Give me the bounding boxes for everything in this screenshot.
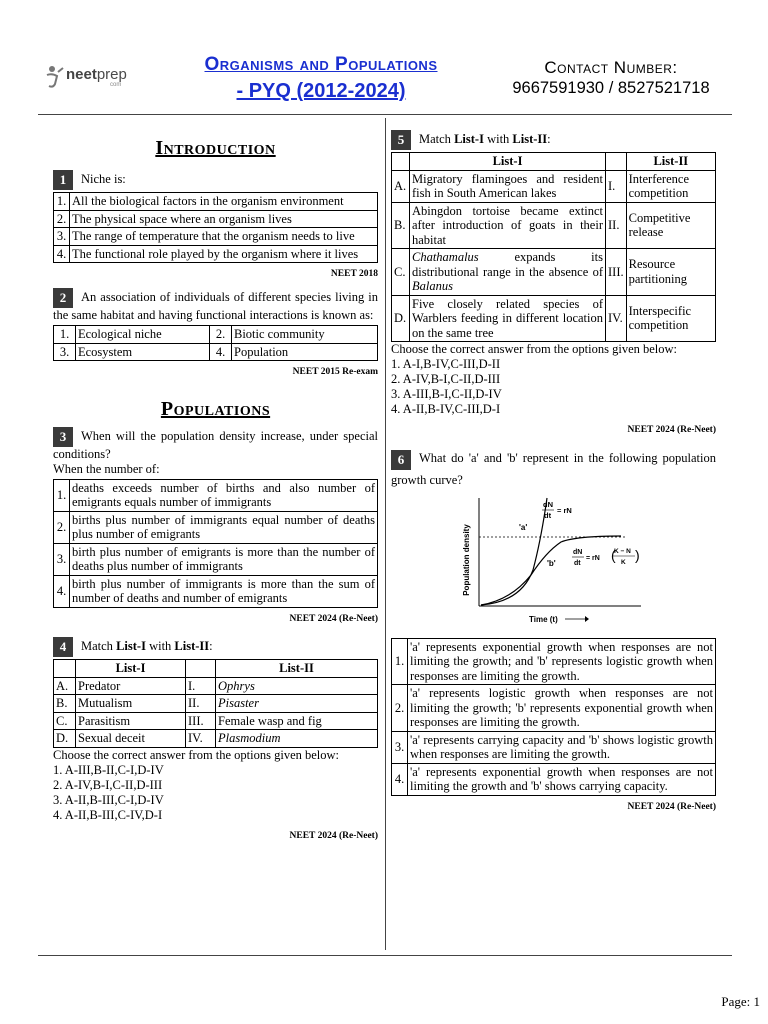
row-letter: C. xyxy=(392,249,410,296)
match-table xyxy=(53,659,378,748)
question-text-mid: with xyxy=(483,131,513,146)
question-source: NEET 2024 (Re-Neet) xyxy=(289,830,378,841)
match-table xyxy=(391,152,716,342)
choose-instruction: Choose the correct answer from the options given below: xyxy=(391,342,678,356)
list-2-item: Resource partitioning xyxy=(626,249,715,296)
match-row xyxy=(54,695,378,713)
question-text: Niche is: xyxy=(81,171,126,186)
column-header-list-2: List-II xyxy=(626,153,715,171)
equation-b-right-paren: ) xyxy=(635,546,640,563)
header-blank xyxy=(54,660,76,678)
option-text: The range of temperature that the organism needs to live xyxy=(70,228,378,246)
equation-b-denominator: dt xyxy=(574,559,581,567)
answer-option: 3. A-III,B-I,C-II,D-IV xyxy=(391,387,502,401)
list-1-item: Sexual deceit xyxy=(76,730,186,748)
row-numeral: II. xyxy=(186,695,216,713)
list-1-item-text: expands its distributional range in the absence of xyxy=(412,250,603,279)
option-number: 2. xyxy=(392,685,408,732)
question-source: NEET 2024 (Re-Neet) xyxy=(627,425,716,435)
question-text: What do 'a' and 'b' represent in the following population growth curve? xyxy=(391,451,716,487)
list-1-item xyxy=(410,249,606,296)
option-number: 2. xyxy=(210,326,232,344)
option-number: 3. xyxy=(392,731,408,763)
option-number: 1. xyxy=(392,638,408,685)
answer-option: 2. A-IV,B-I,C-II,D-III xyxy=(391,372,501,386)
list-2-item: Female wasp and fig xyxy=(216,712,378,730)
question-source: NEET 2024 (Re-Neet) xyxy=(627,801,716,812)
row-letter: B. xyxy=(54,695,76,713)
option-text: Population xyxy=(232,343,378,361)
question-subtext: When the number of: xyxy=(53,461,160,476)
column-header-list-1: List-I xyxy=(76,660,186,678)
answer-option: 4. A-II,B-IV,C-III,D-I xyxy=(391,402,501,416)
header-blank xyxy=(186,660,216,678)
row-letter: A. xyxy=(392,170,410,202)
equation-a-rhs: = rN xyxy=(557,505,572,515)
title-line-1: Organisms and Populations xyxy=(204,54,438,75)
logo-subtext: com xyxy=(110,82,122,88)
option-number: 3. xyxy=(54,343,76,361)
left-column xyxy=(53,118,378,842)
title-line-2: - PYQ (2012-2024) xyxy=(236,80,406,102)
answer-option: 1. A-I,B-IV,C-III,D-II xyxy=(391,357,501,371)
option-row xyxy=(54,511,378,543)
list-1-label: List-I xyxy=(454,131,484,146)
list-2-label: List-II xyxy=(512,131,548,146)
option-row xyxy=(392,638,716,685)
question-source: NEET 2024 (Re-Neet) xyxy=(289,613,378,624)
section-title-populations: Populations xyxy=(160,397,271,420)
column-header-list-2: List-II xyxy=(216,660,378,678)
question-text: An association of individuals of different species living in the same habitat and having functional interactions is known as: xyxy=(53,290,378,323)
column-header-list-1: List-I xyxy=(410,153,606,171)
answer-option: 1. A-III,B-II,C-I,D-IV xyxy=(53,762,164,777)
options-table xyxy=(53,479,378,608)
row-letter: A. xyxy=(54,677,76,695)
option-text: The functional role played by the organism where it lives xyxy=(70,245,378,263)
options-table xyxy=(391,638,716,796)
question-number: 5 xyxy=(391,130,411,150)
option-number: 4. xyxy=(210,343,232,361)
equation-b-rhs: = rN xyxy=(586,554,600,562)
list-2-item: Interference competition xyxy=(626,170,715,202)
option-row xyxy=(54,479,378,511)
list-2-item: Competitive release xyxy=(626,202,715,249)
option-text: 'a' represents exponential growth when responses are not limiting the growth; and 'b' represents logistic growth when responses are limiting the growth. xyxy=(408,638,716,685)
option-text: The physical space where an organism lives xyxy=(70,210,378,228)
option-row xyxy=(54,575,378,607)
row-numeral: III. xyxy=(606,249,627,296)
option-row xyxy=(392,685,716,732)
header-divider xyxy=(38,114,732,115)
document-title xyxy=(148,52,494,104)
contact-label: Contact Number: xyxy=(544,58,678,77)
graph-x-axis-label: Time (t) xyxy=(529,614,558,624)
question-text: When will the population density increase, under special conditions? xyxy=(53,428,378,461)
column-divider xyxy=(385,118,386,950)
match-row xyxy=(54,712,378,730)
contact-numbers: 9667591930 / 8527521718 xyxy=(512,79,710,97)
match-row xyxy=(54,677,378,695)
question-text-end: : xyxy=(209,639,213,654)
row-letter: D. xyxy=(54,730,76,748)
list-2-item: Pisaster xyxy=(216,695,378,713)
row-numeral: I. xyxy=(186,677,216,695)
option-text: deaths exceeds number of births and also number of emigrants equals number of immigrants xyxy=(70,479,378,511)
question-4 xyxy=(53,637,378,842)
question-text: Match xyxy=(419,131,455,146)
equation-b-paren-denominator: K xyxy=(621,558,626,566)
question-number: 4 xyxy=(53,637,73,657)
question-number: 1 xyxy=(53,170,73,190)
graph-label-a: 'a' xyxy=(519,522,528,532)
list-2-label: List-II xyxy=(174,639,210,654)
header-blank xyxy=(392,153,410,171)
question-source: NEET 2015 Re-exam xyxy=(292,367,378,378)
list-1-label: List-I xyxy=(116,639,146,654)
answer-option: 3. A-II,B-III,C-I,D-IV xyxy=(53,792,164,807)
answer-option: 4. A-II,B-III,C-IV,D-I xyxy=(53,807,163,822)
option-row xyxy=(54,245,378,263)
option-text: 'a' represents logistic growth when responses are not limiting the growth; 'b' represents exponential growth when responses are limiting the growth. xyxy=(408,685,716,732)
option-text: All the biological factors in the organism environment xyxy=(70,193,378,211)
equation-b-numerator: dN xyxy=(573,548,583,556)
list-2-item: Ophrys xyxy=(216,677,378,695)
row-numeral: II. xyxy=(606,202,627,249)
match-row xyxy=(54,730,378,748)
question-2 xyxy=(53,288,378,378)
graph-label-b: 'b' xyxy=(547,558,556,568)
option-text: Ecosystem xyxy=(76,343,210,361)
row-letter: B. xyxy=(392,202,410,249)
option-row xyxy=(54,210,378,228)
question-number: 6 xyxy=(391,450,411,470)
row-numeral: IV. xyxy=(606,295,627,342)
section-title-introduction: Introduction xyxy=(155,137,276,159)
option-text: 'a' represents exponential growth when responses are not limiting the growth and 'b' shows carrying capacity. xyxy=(408,763,716,795)
row-numeral: IV. xyxy=(186,730,216,748)
option-text: 'a' represents carrying capacity and 'b' shows logistic growth when responses are limiting the growth. xyxy=(408,731,716,763)
logistic-curve-b xyxy=(481,536,621,605)
option-number: 4. xyxy=(54,245,70,263)
right-column xyxy=(391,118,716,813)
answer-option: 2. A-IV,B-I,C-II,D-III xyxy=(53,777,163,792)
row-numeral: III. xyxy=(186,712,216,730)
equation-a-numerator: dN xyxy=(543,499,553,509)
list-1-item: Parasitism xyxy=(76,712,186,730)
option-number: 1. xyxy=(54,326,76,344)
population-growth-graph xyxy=(461,490,661,630)
list-1-item: Mutualism xyxy=(76,695,186,713)
option-number: 2. xyxy=(54,210,70,228)
option-number: 1. xyxy=(54,193,70,211)
species-name: Chathamalus xyxy=(412,250,479,264)
contact-block xyxy=(500,57,722,99)
page-header xyxy=(0,0,768,112)
option-row xyxy=(54,193,378,211)
logo-wordmark: neetprep xyxy=(66,66,127,83)
equation-a-denominator: dt xyxy=(544,510,552,520)
logo-figure-icon xyxy=(44,64,66,90)
question-text-end: : xyxy=(547,131,551,146)
option-text: birth plus number of emigrants is more than the number of deaths plus number of immigrants xyxy=(70,543,378,575)
option-number: 3. xyxy=(54,228,70,246)
question-3 xyxy=(53,427,378,625)
footer-divider xyxy=(38,955,732,956)
equation-b-paren-numerator: K − N xyxy=(614,547,631,555)
question-text: Match xyxy=(81,639,117,654)
choose-instruction: Choose the correct answer from the options given below: xyxy=(53,747,340,762)
option-row xyxy=(392,763,716,795)
question-text-mid: with xyxy=(145,639,175,654)
page-number: Page: 1 xyxy=(721,994,760,1009)
option-text: births plus number of immigrants equal number of deaths plus number of emigrants xyxy=(70,511,378,543)
list-1-item: Migratory flamingoes and resident fish in South American lakes xyxy=(410,170,606,202)
header-blank xyxy=(606,153,627,171)
option-row xyxy=(54,228,378,246)
option-number: 4. xyxy=(54,575,70,607)
option-text: Ecological niche xyxy=(76,326,210,344)
option-number: 1. xyxy=(54,479,70,511)
option-number: 2. xyxy=(54,511,70,543)
option-text: Biotic community xyxy=(232,326,378,344)
row-letter: C. xyxy=(54,712,76,730)
options-table xyxy=(53,192,378,263)
question-6 xyxy=(391,448,716,813)
question-source: NEET 2018 xyxy=(330,269,378,279)
species-name: Balanus xyxy=(412,279,453,293)
row-numeral: I. xyxy=(606,170,627,202)
list-1-item: Abingdon tortoise became extinct after introduction of goats in their habitat xyxy=(410,202,606,249)
equation-b-left-paren: ( xyxy=(611,546,616,563)
option-number: 4. xyxy=(392,763,408,795)
graph-y-axis-label: Population density xyxy=(462,523,471,596)
option-row xyxy=(392,731,716,763)
question-5 xyxy=(391,130,716,436)
question-1 xyxy=(53,170,378,280)
option-row xyxy=(54,543,378,575)
list-2-item: Plasmodium xyxy=(216,730,378,748)
row-letter: D. xyxy=(392,295,410,342)
question-number: 2 xyxy=(53,288,73,308)
option-text: birth plus number of immigrants is more than the sum of number of deaths and number of emigrants xyxy=(70,575,378,607)
neetprep-logo xyxy=(44,62,140,92)
question-number: 3 xyxy=(53,427,73,447)
list-1-item: Predator xyxy=(76,677,186,695)
list-2-item: Interspecific competition xyxy=(626,295,715,342)
exponential-curve-a xyxy=(481,498,547,605)
x-axis-arrow-head xyxy=(585,616,589,622)
option-number: 3. xyxy=(54,543,70,575)
list-1-item: Five closely related species of Warblers feeding in different location on the same tree xyxy=(410,295,606,342)
options-table xyxy=(53,325,378,361)
